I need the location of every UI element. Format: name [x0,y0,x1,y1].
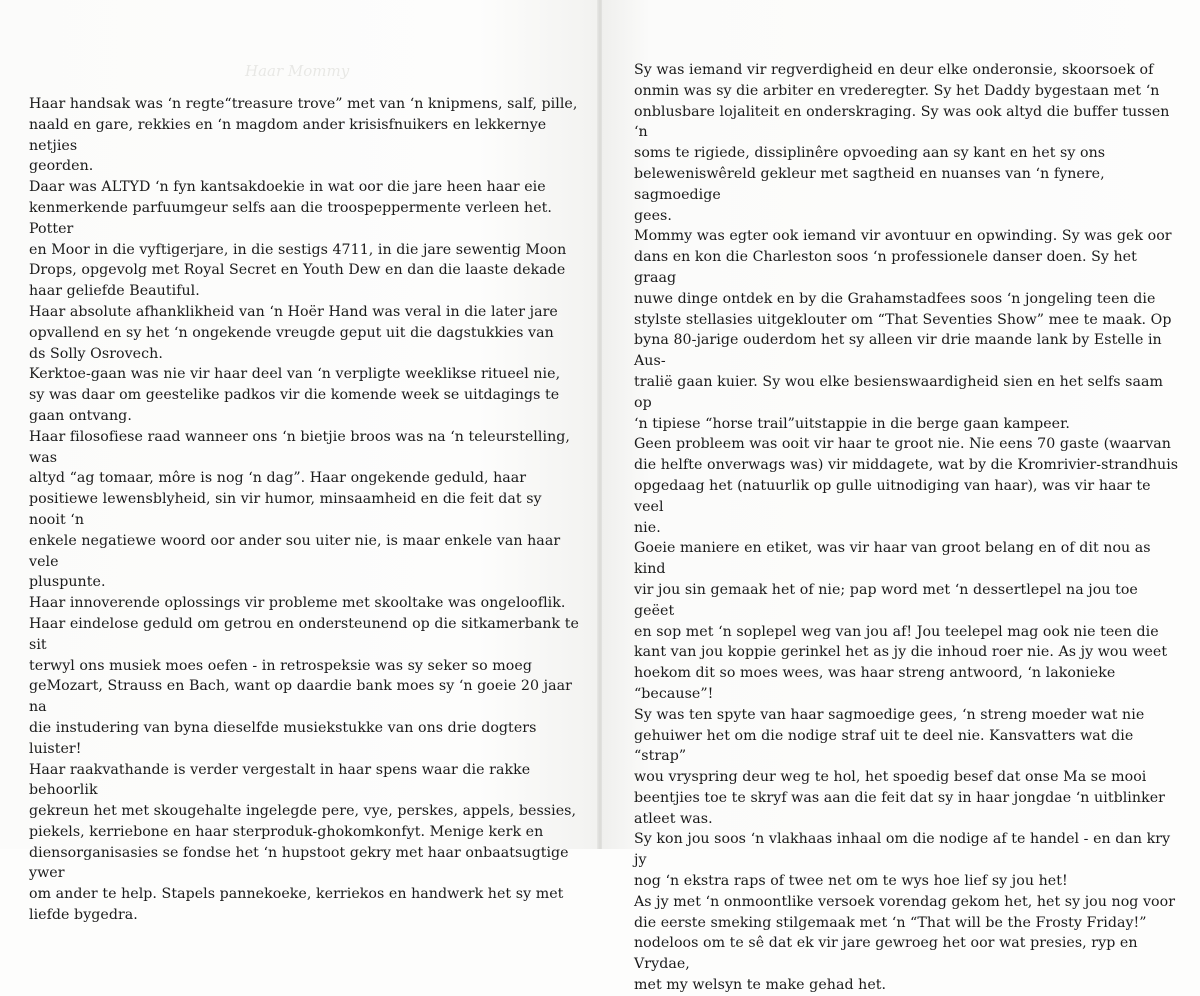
left-line-29: om ander te help. Stapels pannekoeke, kerriekos en handwerk het sy met [29,886,564,903]
left-line-19: pluspunte. [29,574,106,591]
right-line-15: die helfte onverwags was) vir middagete, wat by die Kromrivier-strandhuis [634,457,1179,474]
left-page-text [29,94,579,926]
left-line-2: naald en gare, rekkies en ‘n magdom ander krisisfnuikers en lekkernye netjies [29,116,547,154]
left-line-17: positiewe lewensblyheid, sin vir humor, minsaamheid en die feit dat sy nooit ‘n [29,491,542,528]
left-line-15: Haar filosofiese raad wanneer ons ‘n bietjie broos was na ‘n teleurstelling, was [29,428,570,466]
right-line-12: tralië gaan kuier. Sy wou elke besienswaardigheid sien en het selfs saam op [634,373,1163,411]
right-line-18: Goeie maniere en etiket, was vir haar van groot belang en of dit nou as kind [634,540,1151,578]
right-line-31: die eerste smeking stilgemaak met ‘n “That will be the Frosty Friday!” [634,914,1147,931]
left-line-9: Haar absolute afhanklikheid van ‘n Hoër Hand was veral in die later jare [29,303,558,320]
right-line-7: Mommy was egter ook iemand vir avontuur en opwinding. Sy was gek oor [634,228,1172,245]
left-line-16: altyd “ag tomaar, môre is nog ‘n dag”. Haar ongekende geduld, haar [29,470,527,487]
left-line-24: die instudering van byna dieselfde musiekstukke van ons drie dogters luister! [29,719,537,757]
right-line-27: atleet was. [634,810,713,827]
right-line-9: nuwe dinge ontdek en by die Grahamstadfees soos ‘n jongeling teen die [634,290,1156,307]
left-line-14: gaan ontvang. [29,407,132,424]
left-line-12: Kerktoe-gaan was nie vir haar deel van ‘n verpligte weeklikse ritueel nie, [29,366,561,383]
right-page-text [634,60,1179,996]
right-line-16: opgedaag het (natuurlik op gulle uitnodiging van haar), was vir haar te veel [634,477,1151,515]
right-line-3: onblusbare lojaliteit en onderskraging. Sy was ook altyd die buffer tussen ‘n [634,103,1170,141]
left-line-5: kenmerkende parfuumgeur selfs aan die troospeppermente verleen het. Potter [29,199,552,237]
left-line-1: Haar handsak was ‘n regte“treasure trove” met van ‘n knipmens, salf, pille, [29,96,578,112]
left-line-6: en Moor in die vyftigerjare, in die sestigs 4711, in die jare sewentig Moon [29,241,567,258]
right-line-14: Geen probleem was ooit vir haar te groot nie. Nie eens 70 gaste (waarvan [634,436,1171,453]
left-line-28: diensorganisasies se fondse het ‘n hupstoot gekry met haar onbaatsugtige ywer [29,844,569,882]
left-line-20: Haar innoverende oplossings vir probleme met skooltake was ongelooflik. [29,595,566,612]
left-line-4: Daar was ALTYD ‘n fyn kantsakdoekie in wat oor die jare heen haar eie [29,179,546,196]
right-line-17: nie. [634,519,661,536]
right-line-22: hoekom dit so moes wees, was haar streng antwoord, ‘n lakonieke “because”! [634,665,1116,702]
left-line-25: Haar raakvathande is verder vergestalt in haar spens waar die rakke behoorlik [29,761,531,799]
left-line-18: enkele negatiewe woord oor ander sou uiter nie, is maar enkele van haar vele [29,532,561,570]
right-line-33: met my welsyn te make gehad het. [634,977,887,994]
faint-bleed-heading: Haar Mommy [245,62,350,80]
right-line-13: ‘n tipiese “horse trail”uitstappie in die berge gaan kampeer. [634,415,1070,432]
left-line-10: opvallend en sy het ‘n ongekende vreugde geput uit die dagstukkies van [29,324,554,341]
left-line-13: sy was daar om geestelike padkos vir die komende week se uitdagings te [29,387,560,404]
right-line-20: en sop met ‘n soplepel weg van jou af! Jou teelepel mag ook nie teen die [634,623,1159,640]
right-line-1: Sy was iemand vir regverdigheid en deur elke onderonsie, skoorsoek of [634,62,1154,78]
left-line-27: piekels, kerriebone en haar sterproduk-ghokomkonfyt. Menige kerk en [29,823,544,840]
right-line-26: beentjies toe te skryf was aan die feit dat sy in haar jongdae ‘n uitblinker [634,789,1166,806]
right-line-29: nog ‘n ekstra raps of twee net om te wys hoe lief sy jou het! [634,873,1068,890]
left-line-3: georden. [29,158,94,175]
left-line-22: terwyl ons musiek moes oefen - in retrospeksie was sy seker so moeg [29,657,532,674]
left-line-23: geMozart, Strauss en Bach, want op daardie bank moes sy ‘n goeie 20 jaar na [29,678,572,716]
left-line-21: Haar eindelose geduld om getrou en ondersteunend op die sitkamerbank te sit [29,615,579,653]
right-line-25: wou vryspring deur weg te hol, het spoedig besef dat onse Ma se mooi [634,769,1147,786]
right-line-5: beleweniswêreld gekleur met sagtheid en nuanses van ‘n fynere, sagmoedige [634,165,1105,203]
right-line-23: Sy was ten spyte van haar sagmoedige gees, ‘n streng moeder wat nie [634,706,1145,723]
right-line-28: Sy kon jou soos ‘n vlakhaas inhaal om die nodige af te handel - en dan kry jy [634,831,1171,869]
right-line-30: As jy met ‘n onmoontlike versoek vorendag gekom het, het sy jou nog voor [634,893,1176,910]
right-line-11: byna 80-jarige ouderdom het sy alleen vir drie maande lank by Estelle in Aus- [634,332,1162,370]
right-line-19: vir jou sin gemaak het of nie; pap word met ‘n dessertlepel na jou toe geëet [634,581,1138,619]
left-line-7: Drops, opgevolg met Royal Secret en Youth Dew en dan die laaste dekade [29,262,566,279]
left-line-11: ds Solly Osrovech. [29,345,163,362]
right-line-10: stylste stellasies uitgeklouter om “That Seventies Show” mee te maak. Op [634,311,1172,328]
right-line-21: kant van jou koppie gerinkel het as jy die inhoud roer nie. As jy wou weet [634,644,1168,661]
right-line-8: dans en kon die Charleston soos ‘n professionele danser doen. Sy het graag [634,249,1137,286]
right-line-32: nodeloos om te sê dat ek vir jare gewroeg het oor wat presies, ryp en Vrydae, [634,935,1138,973]
right-line-4: soms te rigiede, dissiplinêre opvoeding aan sy kant en het sy ons [634,145,1106,162]
left-line-8: haar geliefde Beautiful. [29,283,200,300]
left-page [0,0,598,924]
left-line-30: liefde bygedra. [29,907,138,924]
left-line-26: gekreun het met skougehalte ingelegde pere, vye, perskes, appels, bessies, [29,803,577,820]
right-line-6: gees. [634,207,672,224]
right-line-24: gehuiwer het om die nodige straf uit te deel nie. Kansvatters wat die “strap” [634,727,1134,765]
right-line-2: onmin was sy die arbiter en vrederegter. Sy het Daddy bygestaan met ‘n [634,82,1160,99]
